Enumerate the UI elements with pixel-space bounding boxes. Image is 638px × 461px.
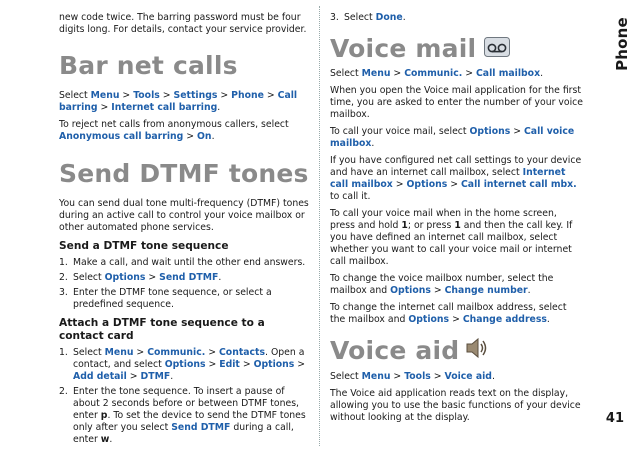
bar-net-calls-heading: Bar net calls <box>59 51 238 80</box>
attach-dtmf-steps <box>59 347 311 446</box>
left-column <box>59 12 311 450</box>
dtmf-sequence-steps <box>59 257 311 311</box>
section-tab <box>610 10 634 78</box>
column-divider <box>319 6 320 446</box>
list-item: 1. Make a call, and wait until the other end answers. <box>59 257 306 268</box>
dtmf-sequence-subheading: Send a DTMF tone sequence <box>59 240 229 252</box>
list-item: 1. Select Menu > Communic. > Contacts. Open a contact, and select Options > Edit > Options > Add detail > DTMF. <box>59 347 306 382</box>
voice-aid-description: The Voice aid application reads text on the display, allowing you to use the basic functions of your device without looking at the display. <box>330 388 581 423</box>
change-number-paragraph: To change the voice mailbox number, select the mailbox and Options > Change number. <box>330 273 554 296</box>
list-item: 2. Enter the tone sequence. To insert a pause of about 2 seconds before or between DTMF tones, enter p. To set the device to send the DTMF tones only after you select Send DTMF during a call, enter w. <box>59 386 306 445</box>
voice-aid-icon <box>465 336 487 366</box>
section-tab-label: Phone <box>613 17 631 71</box>
voice-aid-heading: Voice aid <box>330 336 584 366</box>
internet-call-mailbox-paragraph: If you have configured net call settings to your device and have an internet call mailbox, select Internet call mailbox > Options > Call internet call mbx. to call it. <box>330 155 582 202</box>
list-item: 3. Select Done. <box>330 12 406 23</box>
right-column <box>330 12 584 429</box>
voice-mail-heading: Voice mail <box>330 34 584 63</box>
send-dtmf-heading: Send DTMF tones <box>59 159 309 188</box>
home-screen-call-paragraph: To call your voice mail when in the home screen, press and hold 1; or press 1 and then the call key. If you have defined an internet call mailbox, select whether you want to call your voice mail or internet call mailbox. <box>330 208 573 267</box>
voice-mail-first-time: When you open the Voice mail application for the first time, you are asked to enter the number of your voice mailbox. <box>330 85 583 120</box>
intro-paragraph: new code twice. The barring password must be four digits long. For details, contact your service provider. <box>59 12 307 35</box>
voice-mail-select: Select Menu > Communic. > Call mailbox. <box>330 68 544 79</box>
page-number: 41 <box>605 411 624 426</box>
continued-steps <box>330 12 584 24</box>
change-address-paragraph: To change the internet call mailbox address, select the mailbox and Options > Change address. <box>330 302 567 325</box>
list-item: 3. Enter the DTMF tone sequence, or select a predefined sequence. <box>59 287 272 310</box>
voice-aid-select: Select Menu > Tools > Voice aid. <box>330 371 495 382</box>
anonymous-barring-paragraph: To reject net calls from anonymous callers, select Anonymous call barring > On. <box>59 119 289 142</box>
list-item: 2. Select Options > Send DTMF. <box>59 272 222 283</box>
attach-dtmf-subheading: Attach a DTMF tone sequence to a contact card <box>59 317 265 342</box>
voicemail-icon <box>484 35 510 63</box>
bar-net-instruction: Select Menu > Tools > Settings > Phone > Call barring > Internet call barring. <box>59 90 298 113</box>
dtmf-description: You can send dual tone multi-frequency (DTMF) tones during an active call to control your voice mailbox or other automated phone services. <box>59 198 309 233</box>
voice-mail-call: To call your voice mail, select Options > Call voice mailbox. <box>330 126 575 149</box>
